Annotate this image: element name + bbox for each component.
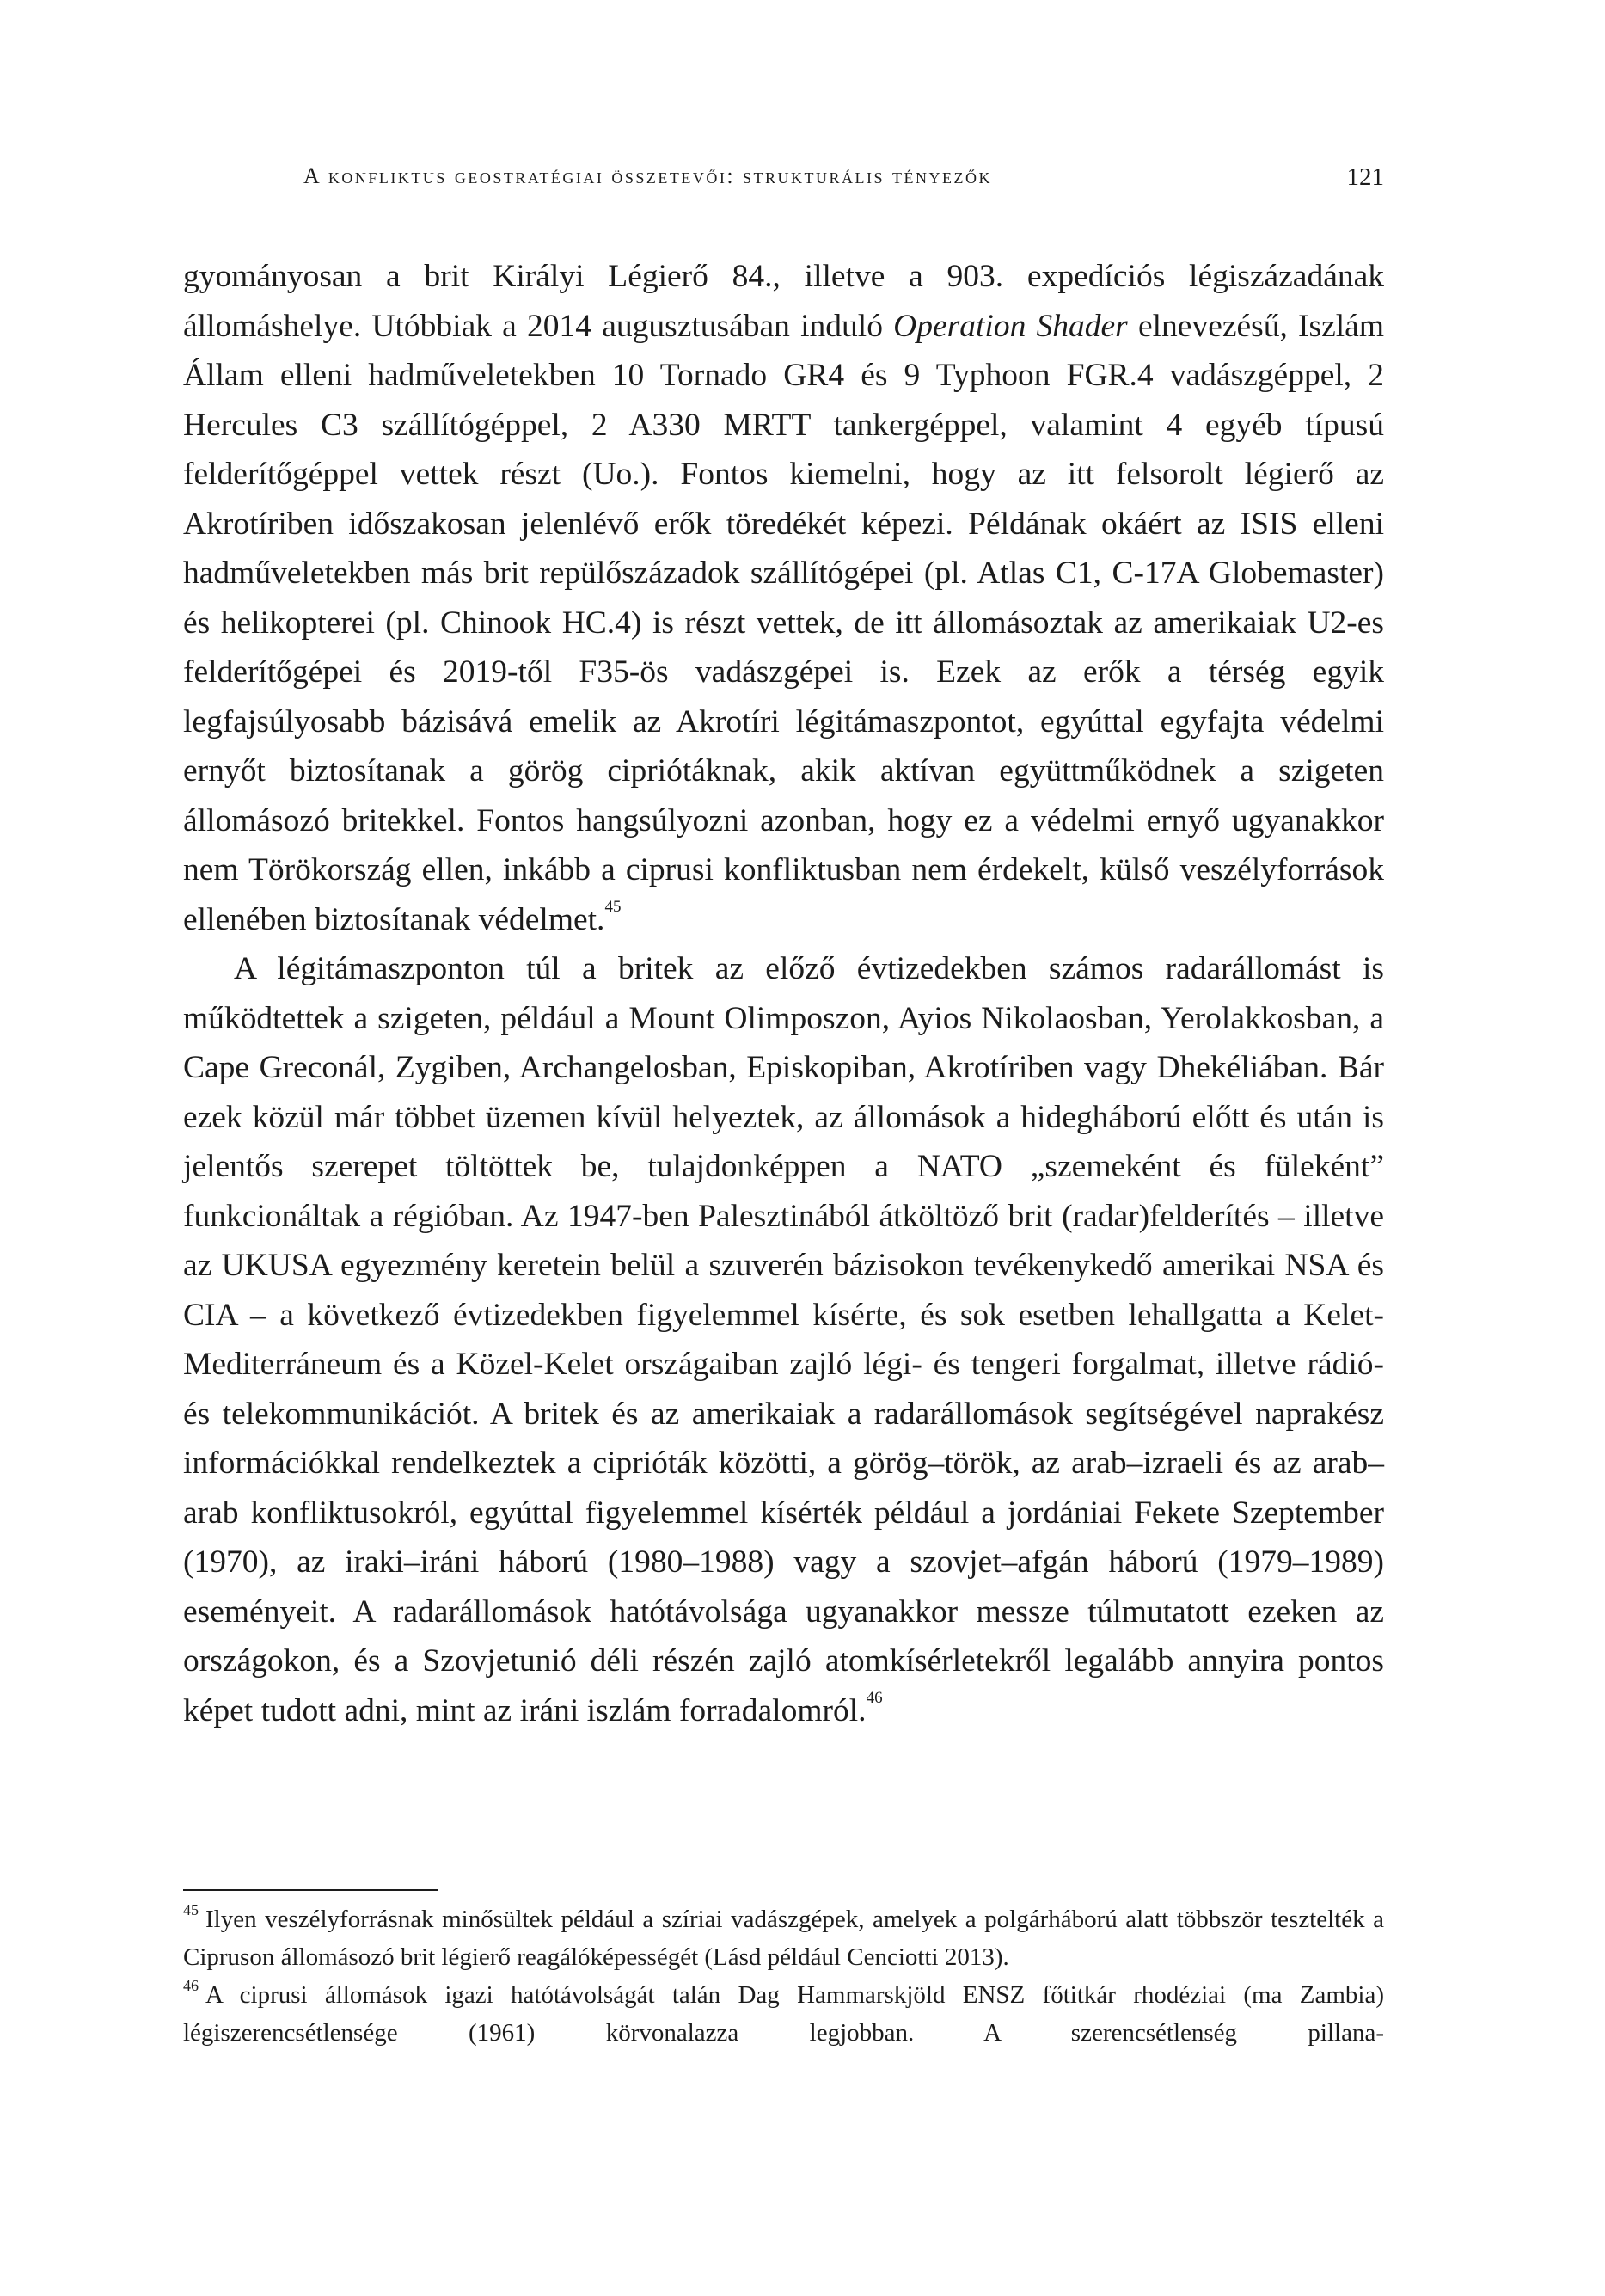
running-title: A konfliktus geostratégiai összetevői: strukturális tényezők	[303, 163, 993, 188]
footnote-text: Ilyen veszélyforrásnak minősültek például a szíriai vadászgépek, amelyek a polgárháború alatt többször tesztelték a Cipruson állomásozó brit légierő reagálóképességét (Lásd például Cenciotti 2013).	[183, 1906, 1384, 1971]
footnote-separator	[183, 1889, 438, 1891]
footnote-ref[interactable]: 46	[866, 1688, 883, 1707]
paragraph-text: elnevezésű, Iszlám Állam elleni hadműveletekben 10 Tornado GR4 és 9 Typhoon FGR.4 vadászgéppel, 2 Hercules C3 szállítógéppel, 2 A330 MRTT tankergéppel, valamint 4 egyéb típusú felderítőgéppel vettek részt (Uo.). Fontos kiemelni, hogy az itt felsorolt légierő az Akrotíriben időszakosan jelenlévő erők töredékét képezi. Példának okáért az ISIS elleni hadműveletekben más brit repülőszázadok szállítógépei (pl. Atlas C1, C-17A Globemaster) és helikopterei (pl. Chinook HC.4) is részt vettek, de itt állomásoztak az amerikaiak U2-es felderítőgépei és 2019-től F35-ös vadászgépei is. Ezek az erők a térség egyik legfajsúlyosabb bázisává emelik az Akrotíri légitámaszpontot, egyúttal egyfajta védelmi ernyőt biztosítanak a görög cipriótáknak, akik aktívan együttműködnek a szigeten állomásozó britekkel. Fontos hangsúlyozni azonban, hogy ez a védelmi ernyő ugyanakkor nem Törökország ellen, inkább a ciprusi konfliktusban nem érdekelt, külső veszélyforrások ellenében biztosítanak védelmet.	[183, 308, 1384, 937]
paragraph-text: gyományosan a brit Királyi Légierő 84., illetve a 903. expedíciós légiszázadának állomáshelye. Utóbbiak a 2014 augusztusában induló	[183, 259, 1384, 344]
footnote	[183, 1976, 1384, 2052]
footnote-number: 46	[183, 1977, 199, 1994]
footnote-number: 45	[183, 1901, 199, 1918]
paragraph	[183, 944, 1384, 1735]
paragraph-text: A légitámaszponton túl a britek az előző évtizedekben számos radarállomást is működtettek a szigeten, például a Mount Olimposzon, Ayios Nikolaosban, Yerolakkosban, a Cape Greconál, Zygiben, Archangelosban, Episkopiban, Akrotíriben vagy Dhekéliában. Bár ezek közül már többet üzemen kívül helyeztek, az állomások a hidegháború előtt és után is jelentős szerepet töltöttek be, tulajdonképpen a NATO „szemeként és füleként” funkcionáltak a régióban. Az 1947-ben Palesztinából átköltöző brit (radar)felderítés – illetve az UKUSA egyezmény keretein belül a szuverén bázisokon tevékenykedő amerikai NSA és CIA – a következő évtizedekben figyelemmel kísérte, és sok esetben lehallgatta a Kelet-Mediterráneum és a Közel-Kelet országaiban zajló légi- és tengeri forgalmat, illetve rádió- és telekommunikációt. A britek és az amerikaiak a radarállomások segítségével naprakész információkkal rendelkeztek a ciprióták közötti, a görög–török, az arab–izraeli és az arab–arab konfliktusokról, egyúttal figyelemmel kísérték például a jordániai Fekete Szeptember (1970), az iraki–iráni háború (1980–1988) vagy a szovjet–afgán háború (1979–1989) eseményeit. A radarállomások hatótávolsága ugyanakkor messze túlmutatott ezeken az országokon, és a Szovjetunió déli részén zajló atomkísérletekről legalább annyira pontos képet tudott adni, mint az iráni iszlám forradalomról.	[183, 951, 1384, 1728]
paragraph	[183, 252, 1384, 944]
footnotes	[183, 1900, 1384, 2052]
footnote	[183, 1900, 1384, 1976]
emphasis-text: Operation Shader	[893, 308, 1128, 344]
main-text	[183, 252, 1384, 1735]
footnote-text: A ciprusi állomások igazi hatótávolságát talán Dag Hammarskjöld ENSZ főtitkár rhodéziai (ma Zambia) légiszerencsétlensége (1961) körvonalazza legjobban. A szerencsétlenség pillana-	[183, 1981, 1384, 2047]
footnote-ref[interactable]: 45	[604, 897, 622, 916]
running-header	[183, 163, 1384, 198]
page-number: 121	[1346, 163, 1384, 191]
